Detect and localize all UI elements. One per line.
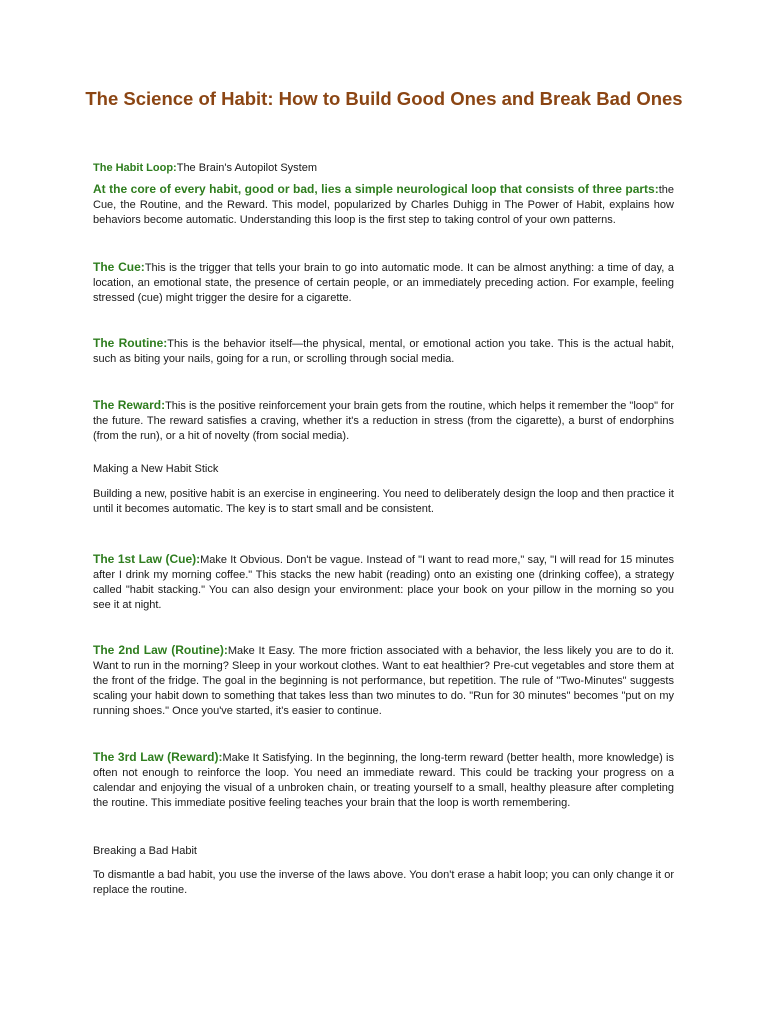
routine-body: This is the behavior itself—the physical, mental, or emotional action you take. This is the actual habit, such as biting your nails, going for a run, or scrolling through social media. bbox=[93, 338, 675, 365]
bad-habit-heading: Breaking a Bad Habit bbox=[93, 845, 197, 857]
new-habit-paragraph: Building a new, positive habit is an exercise in engineering. You need to deliberately design the loop and then practice it until it becomes automatic. The key is to start small and be consistent. bbox=[93, 488, 674, 515]
law1-body: Make It Obvious. Don't be vague. Instead of "I want to read more," say, "I will read for 15 minutes after I drink my morning coffee." This stacks the new habit (reading) onto an existing one (drinking coffee), a strategy called "habit stacking." You can also design your environment: place your book on your pillow in the morning so you see it at night. bbox=[93, 554, 674, 611]
law2-body: Make It Easy. The more friction associated with a behavior, the less likely you are to do it. Want to run in the morning? Sleep in your workout clothes. Want to eat healthier? Pre-cut vegetables and store them at the front of the fridge. The goal in the beginning is not performance, but repetition. The rule of "Two-Minutes" suggests scaling your habit down to something that takes less than two minutes to do. "Run for 30 minutes" becomes "put on my running shoes." Once you've started, it's easier to continue. bbox=[93, 645, 674, 717]
reward-heading: The Reward: bbox=[93, 398, 166, 412]
reward-body: This is the positive reinforcement your brain gets from the routine, which helps it remember the "loop" for the future. The reward satisfies a craving, whether it's a reduction in stress (from the cigarette), a burst of endorphins (from the run), or a hit of novelty (from social media). bbox=[93, 400, 674, 442]
bad-habit-paragraph: To dismantle a bad habit, you use the inverse of the laws above. You don't erase a habit loop; you can only change it or replace the routine. bbox=[93, 869, 674, 896]
law3-paragraph bbox=[93, 750, 674, 811]
routine-paragraph bbox=[93, 336, 674, 367]
routine-heading: The Routine: bbox=[93, 336, 168, 350]
habit-loop-subheading: The Brain's Autopilot System bbox=[176, 162, 317, 174]
cue-body: This is the trigger that tells your brain to go into automatic mode. It can be almost anything: a time of day, a location, an emotional state, the presence of certain people, or an immediately preceding action. For example, feeling stressed (cue) might trigger the desire for a cigarette. bbox=[93, 262, 674, 304]
document-title: The Science of Habit: How to Build Good Ones and Break Bad Ones bbox=[85, 88, 683, 109]
habit-loop-paragraph bbox=[93, 182, 674, 228]
habit-loop-lead: At the core of every habit, good or bad, lies a simple neurological loop that consists of three parts: bbox=[93, 182, 659, 196]
law3-body: Make It Satisfying. In the beginning, the long-term reward (better health, more knowledge) is often not enough to reinforce the loop. You need an immediate reward. This could be tracking your progress on a calendar and enjoying the visual of a unbroken chain, or treating yourself to a small, healthy pleasure after completing the routine. This immediate positive feeling teaches your brain that the loop is worth remembering. bbox=[93, 752, 674, 809]
habit-loop-heading-line bbox=[93, 161, 674, 176]
cue-paragraph bbox=[93, 260, 674, 306]
law2-paragraph bbox=[93, 643, 674, 719]
law3-heading: The 3rd Law (Reward): bbox=[93, 750, 223, 764]
new-habit-heading: Making a New Habit Stick bbox=[93, 463, 219, 475]
habit-loop-heading: The Habit Loop: bbox=[93, 162, 177, 174]
law2-heading: The 2nd Law (Routine): bbox=[93, 643, 228, 657]
habit-loop-body: the Cue, the Routine, and the Reward. This model, popularized by Charles Duhigg in The Power of Habit, explains how behaviors become automatic. Understanding this loop is the first step to taking control of your own patterns. bbox=[93, 184, 674, 226]
law1-paragraph bbox=[93, 552, 674, 613]
cue-heading: The Cue: bbox=[93, 260, 145, 274]
law1-heading: The 1st Law (Cue): bbox=[93, 552, 201, 566]
reward-paragraph bbox=[93, 398, 674, 444]
